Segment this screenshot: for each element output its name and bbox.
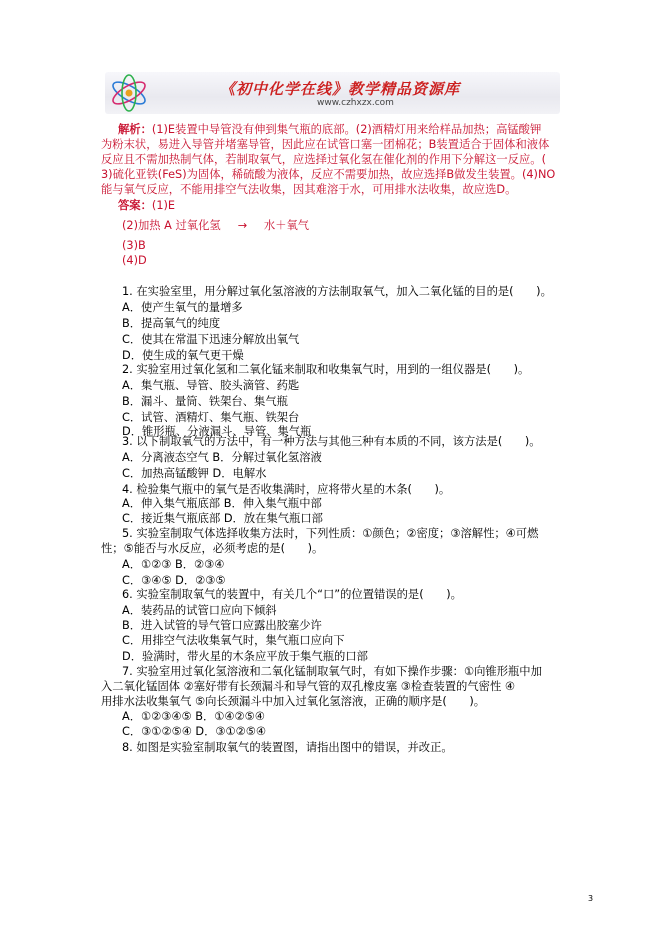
question-7-cont-2: 用排水法收集氧气 ⑤向长颈漏斗中加入过氧化氢溶液，正确的顺序是( )。 — [101, 695, 486, 708]
analysis-line-4: 3)硫化亚铁(FeS)为固体，稀硫酸为液体，反应不需要加热，故应选择B做发生装置。(4)NO — [101, 168, 556, 181]
banner-url: www.czhxzx.com — [317, 98, 394, 108]
answer-label: 答案： — [118, 199, 152, 212]
q6-option-c: C．用排空气法收集氧气时，集气瓶口应向下 — [122, 634, 345, 647]
q3-options-ab: A．分离液态空气 B．分解过氧化氢溶液 — [122, 451, 322, 464]
q3-options-cd: C．加热高锰酸钾 D．电解水 — [122, 467, 267, 480]
q6-option-d: D．验满时，带火星的木条应平放于集气瓶的口部 — [122, 650, 368, 663]
q7-options-cd: C．③①②⑤④ D．③①②⑤④ — [122, 725, 267, 738]
banner-title: 《初中化学在线》教学精品资源库 — [220, 80, 461, 98]
question-7: 7. 实验室用过氧化氢溶液和二氧化锰制取氧气时，有如下操作步骤：①向锥形瓶中加 — [122, 665, 542, 678]
analysis-label: 解析： — [118, 123, 152, 136]
answer-line-4: (4)D — [122, 254, 147, 267]
q1-option-c: C．使其在常温下迅速分解放出氧气 — [122, 333, 300, 346]
q5-options-cd: C．③④⑤ D．②③⑤ — [122, 574, 226, 587]
header-banner — [105, 72, 560, 114]
q2-option-a: A．集气瓶、导管、胶头滴管、药匙 — [122, 379, 300, 392]
answer-line-2: (2)加热 A 过氧化氢 → 水＋氧气 — [122, 219, 310, 232]
question-2: 2. 实验室用过氧化氢和二氧化锰来制取和收集氧气时，用到的一组仪器是( )。 — [122, 363, 530, 376]
analysis-line-5: 能与氧气反应，不能用排空气法收集，因其难溶于水，可用排水法收集，故应选D。 — [101, 183, 517, 196]
question-8: 8. 如图是实验室制取氧气的装置图，请指出图中的错误，并改正。 — [122, 741, 453, 754]
answer-line-1: 答案：(1)E — [118, 199, 176, 212]
analysis-line-1: 解析：(1)E装置中导管没有伸到集气瓶的底部。(2)酒精灯用来给样品加热；高锰酸钾 — [118, 123, 542, 136]
q6-option-a: A．装药品的试管口应向下倾斜 — [122, 604, 277, 617]
analysis-line-2: 为粉末状，易进入导管并堵塞导管，因此应在试管口塞一团棉花；B装置适合于固体和液体 — [101, 138, 550, 151]
answer-line-3: (3)B — [122, 239, 146, 252]
q4-options-cd: C．接近集气瓶底部 D．放在集气瓶口部 — [122, 512, 323, 525]
q2-option-b: B．漏斗、量筒、铁架台、集气瓶 — [122, 395, 288, 408]
q1-option-b: B．提高氧气的纯度 — [122, 317, 221, 330]
q1-option-a: A．使产生氧气的量增多 — [122, 301, 243, 314]
question-7-cont-1: 入二氧化锰固体 ②塞好带有长颈漏斗和导气管的双孔橡皮塞 ③检查装置的气密性 ④ — [101, 680, 515, 693]
q6-option-b: B．进入试管的导气管口应露出胶塞少许 — [122, 619, 322, 632]
question-5: 5. 实验室制取气体选择收集方法时，下列性质：①颜色；②密度；③溶解性；④可燃 — [122, 527, 539, 540]
page-number: 3 — [588, 894, 594, 903]
analysis-line-3: 反应且不需加热制气体，若制取氧气，应选择过氧化氢在催化剂的作用下分解这一反应。( — [101, 153, 546, 166]
question-6: 6. 实验室制取氧气的装置中，有关几个“口”的位置错误的是( )。 — [122, 588, 462, 601]
atom-logo-icon — [107, 74, 151, 112]
q7-options-ab: A．①②③④⑤ B．①④②⑤④ — [122, 710, 265, 723]
q4-options-ab: A．伸入集气瓶底部 B．伸入集气瓶中部 — [122, 497, 322, 510]
q2-option-c: C．试管、酒精灯、集气瓶、铁架台 — [122, 411, 300, 424]
question-3: 3. 以下制取氧气的方法中，有一种方法与其他三种有本质的不同，该方法是( )。 — [122, 435, 541, 448]
q5-options-ab: A．①②③ B．②③④ — [122, 558, 225, 571]
question-5-cont: 性；⑤能否与水反应，必须考虑的是( )。 — [101, 542, 324, 555]
question-1: 1. 在实验室里，用分解过氧化氢溶液的方法制取氧气，加入二氧化锰的目的是( )。 — [122, 285, 552, 298]
q1-option-d: D．使生成的氧气更干燥 — [122, 349, 244, 362]
reaction-arrow: → — [237, 219, 248, 232]
question-4: 4. 检验集气瓶中的氧气是否收集满时，应将带火星的木条( )。 — [122, 483, 451, 496]
q2-option-d: D．锥形瓶、分液漏斗、导管、集气瓶 — [122, 425, 312, 438]
